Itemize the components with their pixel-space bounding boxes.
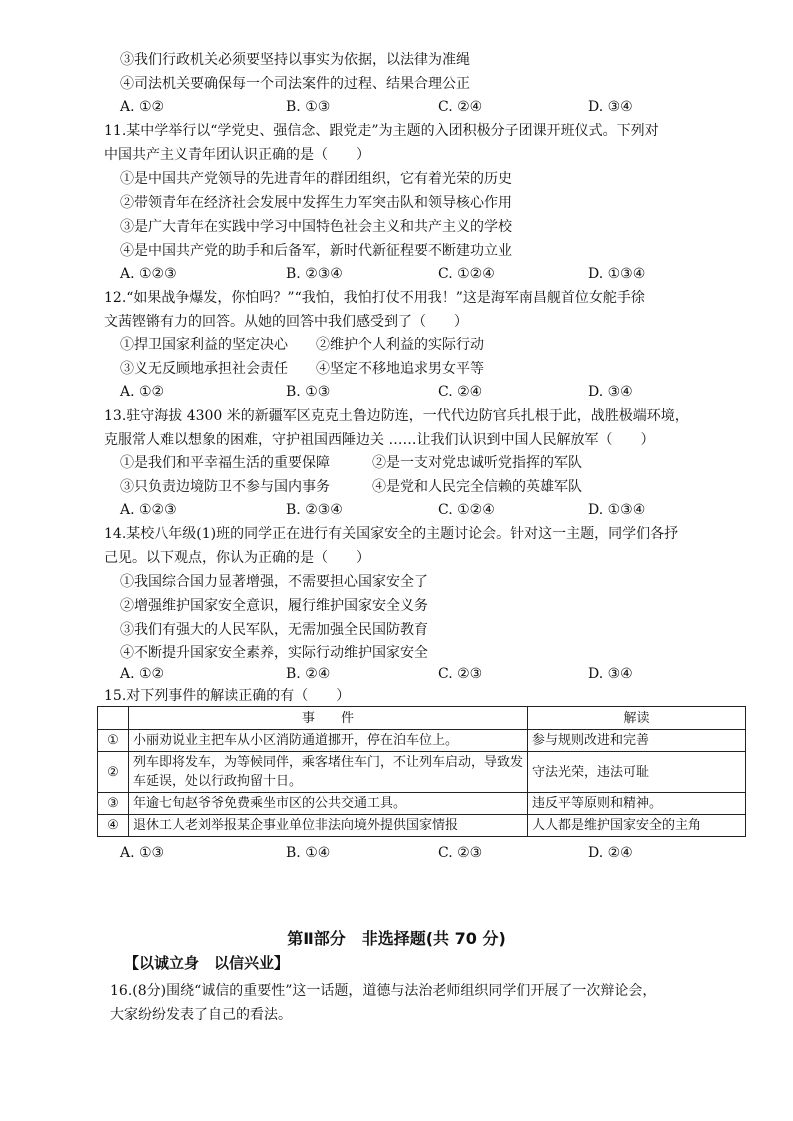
row-number: ④ bbox=[98, 815, 129, 837]
choice-c: C. ②③ bbox=[438, 666, 483, 682]
choice-d: D. ①③④ bbox=[588, 266, 646, 282]
choice-a: A. ①② bbox=[120, 99, 165, 115]
prev-option-4: ④司法机关要确保每一个司法案件的过程、结果合理公正 bbox=[120, 76, 470, 92]
row-number: ③ bbox=[98, 793, 129, 815]
q11-option-2: ②带领青年在经济社会发展中发挥生力军突击队和领导核心作用 bbox=[120, 195, 512, 211]
q14-option-1: ①我国综合国力显著增强，不需要担心国家安全了 bbox=[120, 574, 428, 590]
header-event: 事 件 bbox=[129, 707, 528, 730]
row-event: 小丽劝说业主把车从小区消防通道挪开，停在泊车位上。 bbox=[129, 730, 528, 752]
q14-option-2: ②增强维护国家安全意识，履行维护国家安全义务 bbox=[120, 598, 428, 614]
q13-stem-line2: 克服常人难以想象的困难，守护祖国西陲边关 ……让我们认识到中国人民解放军（ ） bbox=[104, 432, 655, 448]
choice-a: A. ①② bbox=[120, 666, 165, 682]
q15-choices bbox=[120, 843, 680, 863]
q13-options-row1: ①是我们和平幸福生活的重要保障 ②是一支对党忠诚听党指挥的军队 bbox=[120, 455, 582, 471]
choice-b: B. ②④ bbox=[286, 666, 331, 682]
choice-d: D. ③④ bbox=[588, 666, 633, 682]
q15-stem: 15.对下列事件的解读正确的有（ ） bbox=[104, 688, 351, 704]
prev-choices bbox=[120, 97, 680, 117]
prev-option-3: ③我们行政机关必须要坚持以事实为依据，以法律为准绳 bbox=[120, 52, 470, 68]
row-interpretation: 守法光荣，违法可耻 bbox=[528, 752, 746, 793]
choice-d: D. ③④ bbox=[588, 99, 633, 115]
row-interpretation: 参与规则改进和完善 bbox=[528, 730, 746, 752]
q14-option-4: ④不断提升国家安全素养，实际行动维护国家安全 bbox=[120, 645, 428, 661]
part2-title: 第Ⅱ部分 非选择题(共 70 分) bbox=[287, 929, 506, 948]
choice-c: C. ②④ bbox=[438, 99, 483, 115]
choice-d: D. ①③④ bbox=[588, 502, 646, 518]
q11-stem-line1: 11.某中学举行以“学党史、强信念、跟党走”为主题的入团积极分子团课开班仪式。下列对 bbox=[104, 123, 659, 139]
q11-option-4: ④是中国共产党的助手和后备军，新时代新征程要不断建功立业 bbox=[120, 243, 512, 259]
choice-a: A. ①② bbox=[120, 384, 165, 400]
q14-stem-line1: 14.某校八年级(1)班的同学正在进行有关国家安全的主题讨论会。针对这一主题，同学们各抒 bbox=[104, 526, 679, 542]
row-event: 退休工人老刘举报某企事业单位非法向境外提供国家情报 bbox=[129, 815, 528, 837]
choice-b: B. ①④ bbox=[286, 845, 331, 861]
header-number bbox=[98, 707, 129, 730]
q11-option-1: ①是中国共产党领导的先进青年的群团组织，它有着光荣的历史 bbox=[120, 171, 512, 187]
choice-b: B. ①③ bbox=[286, 99, 331, 115]
q14-stem-line2: 己见。以下观点，你认为正确的是（ ） bbox=[104, 550, 370, 566]
row-event: 列车即将发车，为等候同伴，乘客堵住车门，不让列车启动，导致发车延误，处以行政拘留十日。 bbox=[129, 752, 528, 793]
choice-a: A. ①②③ bbox=[120, 502, 177, 518]
q12-choices bbox=[120, 382, 680, 402]
q12-options-row1: ①捍卫国家利益的坚定决心 ②维护个人利益的实际行动 bbox=[120, 337, 484, 353]
row-interpretation: 违反平等原则和精神。 bbox=[528, 793, 746, 815]
row-event: 年逾七旬赵爷爷免费乘坐市区的公共交通工具。 bbox=[129, 793, 528, 815]
choice-d: D. ②④ bbox=[588, 845, 633, 861]
q12-stem-line1: 12.“如果战争爆发，你怕吗？”“我怕，我怕打仗不用我！”这是海军南昌舰首位女舵手徐 bbox=[104, 290, 645, 306]
table-row bbox=[98, 752, 746, 793]
choice-c: C. ②④ bbox=[438, 384, 483, 400]
q11-stem-line2: 中国共产主义青年团认识正确的是（ ） bbox=[104, 147, 370, 163]
events-table bbox=[97, 706, 746, 837]
choice-b: B. ②③④ bbox=[286, 266, 343, 282]
q16-stem-line1: 16.(8分)围绕“诚信的重要性”这一话题，道德与法治老师组织同学们开展了一次辩论会， bbox=[110, 983, 657, 999]
q12-stem-line2: 文茜铿锵有力的回答。从她的回答中我们感受到了（ ） bbox=[104, 314, 468, 330]
header-interpretation: 解读 bbox=[528, 707, 746, 730]
row-number: ② bbox=[98, 752, 129, 793]
choice-c: C. ①②④ bbox=[438, 266, 495, 282]
q12-options-row2: ③义无反顾地承担社会责任 ④坚定不移地追求男女平等 bbox=[120, 361, 484, 377]
q13-stem-line1: 13.驻守海拔 4300 米的新疆军区克克土鲁边防连，一代代边防官兵扎根于此，战胜极端环境， bbox=[104, 408, 689, 424]
choice-b: B. ①③ bbox=[286, 384, 331, 400]
table-row bbox=[98, 793, 746, 815]
choice-c: C. ②③ bbox=[438, 845, 483, 861]
choice-a: A. ①③ bbox=[120, 845, 165, 861]
table-row bbox=[98, 815, 746, 837]
choice-a: A. ①②③ bbox=[120, 266, 177, 282]
row-interpretation: 人人都是维护国家安全的主角 bbox=[528, 815, 746, 837]
q11-option-3: ③是广大青年在实践中学习中国特色社会主义和共产主义的学校 bbox=[120, 219, 512, 235]
part2-subtitle: 【以诚立身 以信兴业】 bbox=[124, 954, 290, 972]
q14-choices bbox=[120, 664, 680, 684]
q16-stem-line2: 大家纷纷发表了自己的看法。 bbox=[110, 1007, 292, 1023]
q13-choices bbox=[120, 500, 680, 520]
q14-option-3: ③我们有强大的人民军队，无需加强全民国防教育 bbox=[120, 622, 428, 638]
table-row bbox=[98, 730, 746, 752]
choice-d: D. ③④ bbox=[588, 384, 633, 400]
q11-choices bbox=[120, 264, 680, 284]
choice-c: C. ①②④ bbox=[438, 502, 495, 518]
row-number: ① bbox=[98, 730, 129, 752]
table-header-row bbox=[98, 707, 746, 730]
choice-b: B. ②③④ bbox=[286, 502, 343, 518]
q13-options-row2: ③只负责边境防卫不参与国内事务 ④是党和人民完全信赖的英雄军队 bbox=[120, 479, 582, 495]
